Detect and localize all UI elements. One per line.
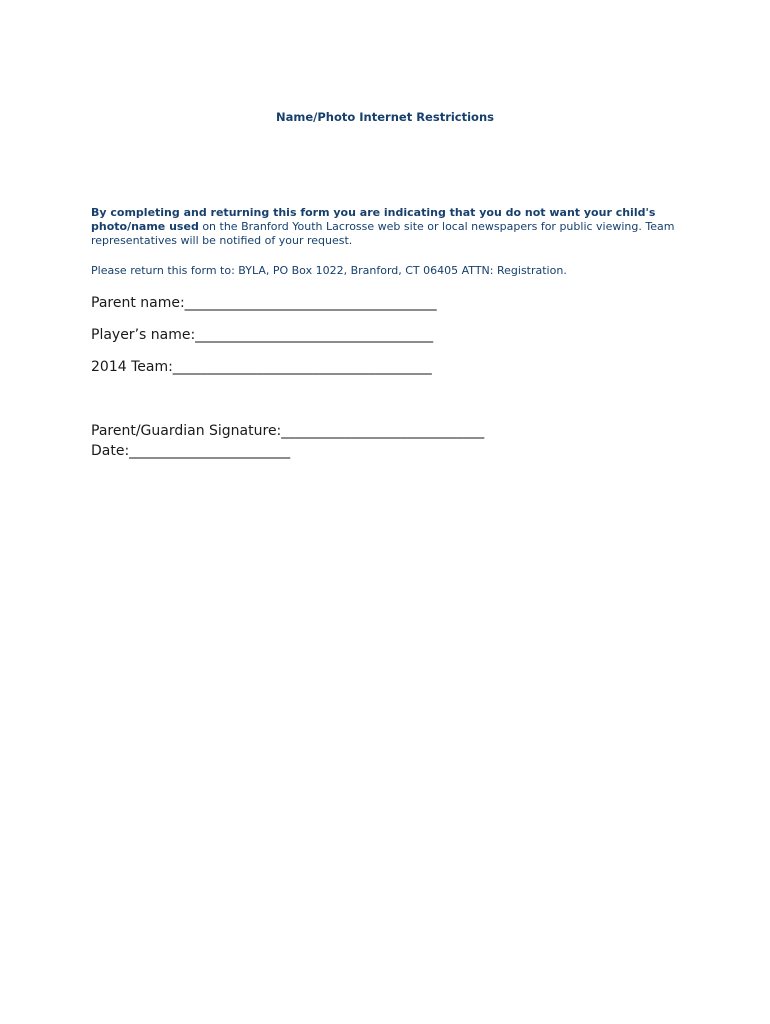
signature-field: Parent/Guardian Signature:_____________________________ xyxy=(91,423,485,439)
player-name-field: Player’s name:__________________________________ xyxy=(91,327,434,343)
notice-regular-text: on the Branford Youth Lacrosse web site or local newspapers for public viewing. Team representatives will be notified of your request. xyxy=(91,220,675,247)
parent-name-field: Parent name:____________________________________ xyxy=(91,295,437,311)
notice-bold-text: By completing and returning this form you are indicating that you do not want your child's photo/name used xyxy=(91,206,656,233)
notice-paragraph xyxy=(91,206,691,248)
return-instruction: Please return this form to: BYLA, PO Box 1022, Branford, CT 06405 ATTN: Registration. xyxy=(91,264,567,277)
date-field: Date:_______________________ xyxy=(91,443,291,459)
team-field: 2014 Team:_____________________________________ xyxy=(91,359,432,375)
document-title: Name/Photo Internet Restrictions xyxy=(275,110,494,124)
